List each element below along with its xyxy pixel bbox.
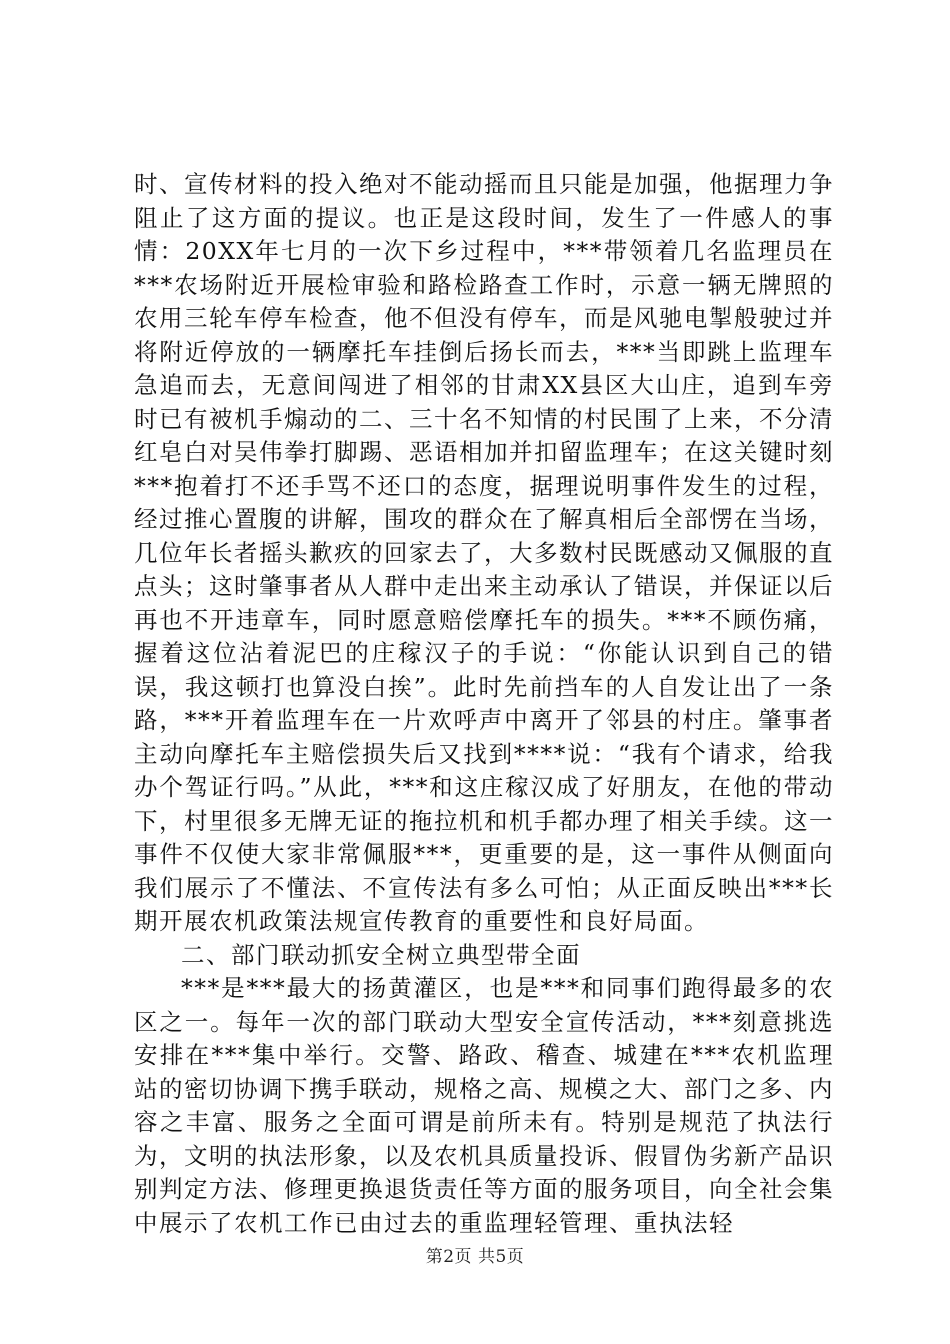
paragraph-story: 时、宣传材料的投入绝对不能动摇而且只能是加强，他据理力争阻止了这方面的提议。也正是这段时间，发生了一件感人的事情：20XX年七月的一次下乡过程中，***带领着几名监理员在***农场附近开展检审验和路检路查工作时，示意一辆无牌照的农用三轮车停车检查，他不但没有停车，而是风驰电掣般驶过并将附近停放的一辆摩托车挂倒后扬长而去，***当即跳上监理车急追而去，无意间闯进了相邻的甘肃XX县区大山庄，追到车旁时已有被机手煽动的二、三十名不知情的村民围了上来，不分清红皂白对吴伟拳打脚踢、恶语相加并扣留监理车；在这关键时刻***抱着打不还手骂不还口的态度，据理说明事件发生的过程，经过推心置腹的讲解，围攻的群众在了解真相后全部愣在当场，几位年长者摇头歉疚的回家去了，大多数村民既感动又佩服的直点头；这时肇事者从人群中走出来主动承认了错误，并保证以后再也不开违章车，同时愿意赔偿摩托车的损失。***不顾伤痛，握着这位沾着泥巴的庄稼汉子的手说：“你能认识到自己的错误，我这顿打也算没白挨”。此时先前挡车的人自发让出了一条路，***开着监理车在一片欢呼声中离开了邻县的村庄。肇事者主动向摩托车主赔偿损失后又找到****说：“我有个请求，给我办个驾证行吗。”从此，***和这庄稼汉成了好朋友，在他的带动下，村里很多无牌无证的拖拉机和机手都办理了相关手续。这一事件不仅使大家非常佩服***，更重要的是，这一事件从侧面向我们展示了不懂法、不宣传法有多么可怕；从正面反映出***长期开展农机政策法规宣传教育的重要性和良好局面。 bbox=[134, 170, 834, 935]
section-heading: 二、部门联动抓安全树立典型带全面 bbox=[181, 940, 581, 969]
page-footer: 第2页 共5页 bbox=[425, 1247, 525, 1267]
document-body bbox=[134, 168, 834, 1240]
paragraph-section-two: ***是***最大的扬黄灌区，也是***和同事们跑得最多的农区之一。每年一次的部门联动大型安全宣传活动，***刻意挑选安排在***集中举行。交警、路政、稽查、城建在***农机监理站的密切协调下携手联动，规格之高、规模之大、部门之多、内容之丰富、服务之全面可谓是前所未有。特别是规范了执法行为，文明的执法形象，以及农机具质量投诉、假冒伪劣新产品识别判定方法、修理更换退货责任等方面的服务项目，向全社会集中展示了农机工作已由过去的重监理轻管理、重执法轻 bbox=[134, 974, 834, 1237]
